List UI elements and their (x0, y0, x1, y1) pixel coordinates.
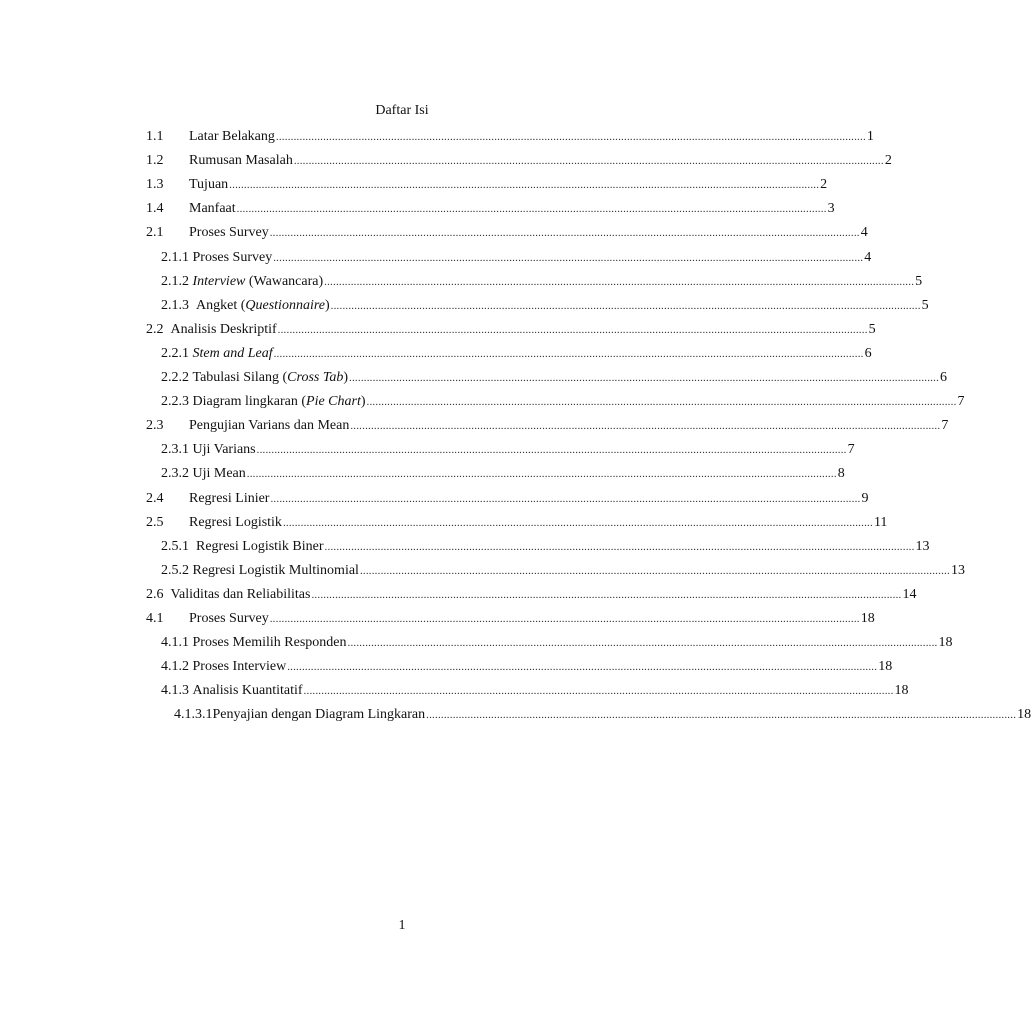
toc-entry-title (189, 682, 303, 700)
toc-entry-page: 5 (915, 273, 923, 289)
dot-leader: ........................................................................................................................................................................................................ (236, 203, 827, 216)
toc-entry-page: 6 (864, 345, 872, 361)
toc-entry-page: 2 (884, 153, 892, 169)
toc-entry-title (189, 224, 269, 242)
toc-entry-title-italic: Cross Tab (287, 370, 344, 385)
toc-entry-title-text: Regresi Logistik (189, 514, 282, 530)
toc-entry[interactable] (161, 682, 909, 700)
toc-entry-title-text: Tabulasi Silang ( (192, 370, 288, 385)
toc-entry-number: 1.3 (146, 177, 164, 193)
toc-entry-number: 2.2 (146, 321, 164, 337)
toc-entry-title-text: Manfaat (189, 201, 236, 217)
toc-entry-page: 7 (847, 442, 855, 458)
toc-entry-page: 18 (894, 683, 909, 699)
dot-leader: ........................................................................................................................................................................................................ (349, 372, 940, 384)
toc-entry-title (189, 128, 275, 146)
toc-entry-title-text: (Wawancara) (245, 273, 324, 289)
toc-entry-title (189, 273, 323, 291)
toc-entry-title-text: Validitas dan Reliabilitas (170, 586, 311, 602)
toc-entry-title (189, 297, 330, 315)
toc-entry-number: 2.1.3 (161, 297, 189, 313)
toc-entry-title-text: Analisis Kuantitatif (192, 683, 303, 699)
toc-entry-title (189, 610, 269, 628)
toc-entry-title-text: Proses Survey (189, 611, 269, 626)
toc-entry-title-text: Rumusan Masalah (189, 153, 293, 169)
toc-entry-title (189, 634, 347, 652)
toc-entry[interactable] (146, 490, 869, 508)
toc-entry[interactable] (146, 321, 876, 339)
dot-leader: ........................................................................................................................................................................................................ (246, 468, 837, 481)
toc-entry[interactable] (161, 249, 872, 267)
toc-entry-number: 2.2.2 (161, 370, 189, 385)
toc-entry-title-text: Regresi Logistik Multinomial (192, 562, 359, 578)
toc-entry-title-text: Uji Varians (192, 442, 256, 458)
toc-entry-number: 4.1.3.1 (174, 707, 213, 723)
dot-leader: ........................................................................................................................................................................................................ (293, 155, 884, 168)
dot-leader: ........................................................................................................................................................................................................ (311, 588, 902, 601)
toc-entry-title-text: Latar Belakang (189, 129, 275, 144)
toc-entry-title (189, 200, 236, 218)
toc-entry-title (189, 514, 282, 532)
toc-entry[interactable] (161, 538, 930, 556)
dot-leader: ........................................................................................................................................................................................................ (277, 323, 868, 336)
toc-entry-page: 5 (868, 321, 876, 337)
toc-entry-page: 18 (860, 611, 875, 626)
toc-entry-number: 2.1 (146, 225, 164, 241)
toc-entry-title (164, 321, 277, 339)
toc-entry-title-italic: Pie Chart (306, 394, 361, 410)
toc-entry-title (189, 152, 293, 170)
toc-entry-title (189, 249, 272, 267)
toc-entry-title (189, 393, 366, 411)
toc-entry-title-text: Regresi Linier (189, 490, 270, 506)
toc-entry-number: 2.2.3 (161, 394, 189, 410)
toc-entry[interactable] (161, 393, 965, 411)
toc-entry-title-text: Analisis Deskriptif (170, 321, 277, 337)
toc-entry-number: 2.3 (146, 418, 164, 434)
toc-entry-title-text: Diagram lingkaran ( (192, 394, 307, 410)
toc-entry-number: 2.3.1 (161, 442, 189, 458)
toc-entry[interactable] (161, 562, 965, 580)
toc-entry-title-italic: Interview (192, 273, 246, 289)
toc-entry-title-text: Regresi Logistik Biner (196, 538, 324, 554)
toc-entry-title-text: Proses Survey (189, 225, 269, 241)
toc-entry[interactable] (161, 634, 953, 652)
toc-entry-page: 5 (921, 297, 929, 313)
toc-entry-number: 2.5.1 (161, 538, 189, 554)
dot-leader: ........................................................................................................................................................................................................ (287, 661, 878, 674)
toc-entry-number: 1.4 (146, 201, 164, 217)
toc-entry-title-text: ) (360, 394, 366, 410)
toc-entry-title (189, 538, 324, 556)
toc-entry-title (189, 345, 273, 363)
dot-leader: ........................................................................................................................................................................................................ (324, 275, 915, 288)
toc-entry-title (189, 176, 228, 194)
toc-entry-number: 2.1.2 (161, 273, 189, 289)
dot-leader: ........................................................................................................................................................................................................ (330, 299, 921, 312)
dot-leader: ........................................................................................................................................................................................................ (256, 444, 847, 457)
toc-entry[interactable] (161, 345, 872, 363)
toc-entry-page: 13 (915, 538, 930, 554)
toc-entry[interactable] (161, 441, 855, 459)
dot-leader: ........................................................................................................................................................................................................ (269, 613, 860, 625)
toc-entry-number: 1.1 (146, 129, 164, 144)
toc-entry-title (189, 490, 269, 508)
toc-entry-title (189, 562, 359, 580)
toc-entry-title (189, 441, 256, 459)
toc-entry-number: 4.1.2 (161, 659, 189, 675)
toc-entry-title-text: Uji Mean (192, 466, 246, 482)
dot-leader: ........................................................................................................................................................................................................ (282, 516, 873, 529)
toc-entry-page: 4 (864, 249, 872, 265)
toc-entry-title-italic: Questionnaire (245, 297, 325, 313)
toc-entry[interactable] (161, 369, 948, 387)
toc-entry[interactable] (146, 152, 892, 170)
toc-entry-title-text: Proses Survey (192, 249, 273, 265)
toc-entry-number: 4.1.1 (161, 635, 189, 651)
toc-entry-number: 2.3.2 (161, 466, 189, 482)
toc-entry-number: 2.5.2 (161, 562, 189, 578)
toc-entry-title (164, 586, 311, 604)
toc-entry-title-italic: Stem and Leaf (192, 345, 273, 361)
toc-entry-page: 14 (902, 586, 917, 602)
toc-entry-page: 1 (866, 129, 874, 144)
dot-leader: ........................................................................................................................................................................................................ (270, 492, 861, 505)
dot-leader: ........................................................................................................................................................................................................ (303, 685, 894, 698)
toc-entry-title-text: Pengujian Varians dan Mean (189, 418, 350, 434)
dot-leader: ........................................................................................................................................................................................................ (426, 709, 1017, 722)
toc-entry-title-text: Proses Memilih Responden (192, 635, 347, 651)
toc-entry[interactable] (146, 176, 828, 194)
toc-entry-title-text: ) (343, 370, 349, 385)
toc-entry[interactable] (146, 586, 917, 604)
toc-entry-page: 2 (820, 177, 828, 193)
toc-entry-title (189, 658, 286, 676)
toc-entry[interactable] (146, 514, 888, 532)
toc-entry-page: 18 (1017, 707, 1031, 723)
toc-entry-number: 2.2.1 (161, 345, 189, 361)
toc-entry-page: 9 (861, 490, 869, 506)
toc-entry-page: 13 (950, 562, 965, 578)
toc-entry-number: 1.2 (146, 153, 164, 169)
dot-leader: ........................................................................................................................................................................................................ (269, 227, 860, 240)
dot-leader: ........................................................................................................................................................................................................ (324, 540, 915, 553)
dot-leader: ........................................................................................................................................................................................................ (359, 564, 950, 577)
toc-entry[interactable] (146, 200, 835, 218)
toc-entry[interactable] (161, 465, 845, 483)
dot-leader: ........................................................................................................................................................................................................ (366, 396, 957, 409)
dot-leader: ........................................................................................................................................................................................................ (347, 637, 938, 650)
toc-entry-number: 2.6 (146, 586, 164, 602)
toc-entry-title-text: ) (324, 297, 330, 313)
toc-entry-title (213, 706, 426, 724)
toc-entry-number: 2.4 (146, 490, 164, 506)
toc-entry-number: 2.5 (146, 514, 164, 530)
toc-entry-title (189, 417, 349, 435)
toc-entry-page: 4 (860, 225, 868, 241)
toc-entry-page: 7 (957, 394, 965, 410)
toc-entry-number: 4.1.3 (161, 683, 189, 699)
dot-leader: ........................................................................................................................................................................................................ (273, 251, 864, 264)
toc-entry-title (189, 465, 246, 483)
dot-leader: ........................................................................................................................................................................................................ (229, 179, 820, 192)
dot-leader: ........................................................................................................................................................................................................ (275, 131, 866, 143)
dot-leader: ........................................................................................................................................................................................................ (350, 420, 941, 433)
toc-entry[interactable] (161, 297, 929, 315)
page-title: Daftar Isi (375, 103, 429, 118)
toc-entry-title-text: Proses Interview (192, 659, 287, 675)
toc-entry-page: 18 (878, 659, 893, 675)
toc-entry[interactable] (174, 706, 1031, 724)
toc-entry[interactable] (146, 610, 875, 628)
toc-entry-number: 4.1 (146, 611, 164, 626)
toc-entry-page: 6 (940, 370, 948, 385)
toc-entry[interactable] (146, 417, 949, 435)
toc-entry-title-text: Penyajian dengan Diagram Lingkaran (212, 707, 426, 723)
toc-entry-page: 8 (837, 466, 845, 482)
toc-entry-title (189, 369, 348, 387)
toc-entry-page: 7 (941, 418, 949, 434)
toc-entry-page: 18 (938, 635, 953, 651)
toc-entry[interactable] (146, 224, 868, 242)
dot-leader: ........................................................................................................................................................................................................ (273, 347, 864, 360)
toc-entry-page: 3 (827, 201, 835, 217)
toc-entry-title-text: Tujuan (189, 177, 229, 193)
toc-entry-title-text: Angket ( (196, 297, 246, 313)
toc-entry[interactable] (161, 273, 923, 291)
toc-entry-page: 11 (873, 514, 888, 530)
toc-entry[interactable] (161, 658, 893, 676)
toc-entry[interactable] (146, 128, 874, 146)
page-number: 1 (398, 918, 406, 933)
toc-entry-number: 2.1.1 (161, 249, 189, 265)
